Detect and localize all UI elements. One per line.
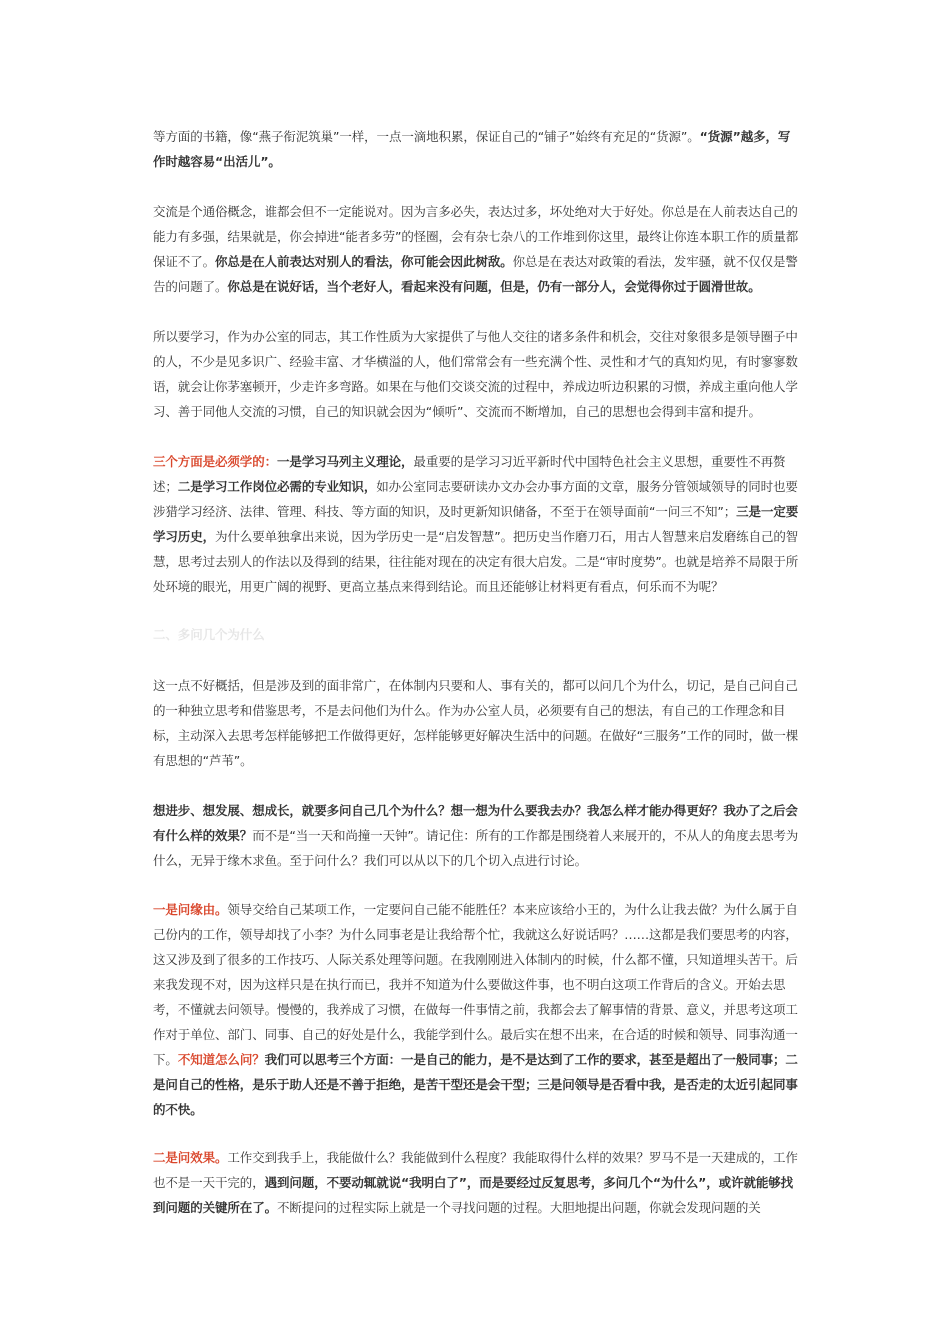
- p8-segment: 二是问效果。: [153, 1150, 228, 1165]
- paragraph-three-aspects: [153, 449, 800, 599]
- p1-segment: 等方面的书籍，像“燕子衔泥筑巢”一样，一点一滴地积累，保证自己的“铺子”始终有充足的“货源”。: [153, 129, 700, 144]
- p7-segment: 不知道怎么问？: [177, 1052, 265, 1067]
- paragraph-ask-effect: [153, 1145, 800, 1220]
- p4-segment: 三个方面是必须学的：: [153, 454, 278, 469]
- p7-segment: 一是问缘由。: [153, 902, 228, 917]
- p2-segment: 你总是在人前表达对别人的看法，你可能会因此树敌。: [215, 254, 513, 269]
- paragraph-ask-why: [153, 673, 800, 773]
- p4-segment: 二是学习工作岗位必需的专业知识，: [177, 479, 377, 494]
- paragraph-accumulate: [153, 124, 800, 174]
- p5-segment: 这一点不好概括，但是涉及到的面非常广，在体制内只要和人、事有关的，都可以问几个为什么，切记，是自己问自己的一种独立思考和借鉴思考，不是去问他们为什么。作为办公室人员，必须要有自己的想法，有自己的工作理念和目标，主动深入去思考怎样能够把工作做得更好，怎样能够更好解决生活中的问题。在做好“三服务”工作的同时，做一棵有思想的“芦苇”。: [153, 678, 799, 768]
- paragraph-progress: [153, 798, 800, 873]
- p4-segment: 三是一定要学习历史，: [153, 504, 799, 544]
- p2-segment: 你总是在说好话，当个老好人，看起来没有问题，但是，仍有一部分人，会觉得你过于圆滑世故。: [227, 279, 761, 294]
- p4-segment: 如办公室同志要研读办文办会办事方面的文章，服务分管领域领导的同时也要涉猎学习经济、法律、管理、科技、等方面的知识，及时更新知识储备，不至于在领导面前“一问三不知”；: [153, 479, 798, 519]
- p7-segment: 领导交给自己某项工作，一定要问自己能不能胜任？本来应该给小王的，为什么让我去做？为什么属于自己份内的工作，领导却找了小李？为什么同事老是让我给帮个忙，我就这么好说话吗？……这都是我们要思考的内容，这又涉及到了很多的工作技巧、人际关系处理等问题。在我刚刚进入体制内的时候，什么都不懂，只知道埋头苦干。后来我发现不对，因为这样只是在执行而已，我并不知道为什么要做这件事，也不明白这项工作背后的含义。开始去思考，不懂就去问领导。慢慢的，我养成了习惯，在做每一件事情之前，我都会去了解事情的背景、意义，并思考这项工作对于单位、部门、同事、自己的好处是什么，我能学到什么。最后实在想不出来，在合适的时候和领导、同事沟通一下。: [153, 902, 798, 1067]
- paragraph-ask-reason: [153, 897, 800, 1122]
- p4-segment: 最重要的是学习习近平新时代中国特色社会主义思想，重要性不再赘述；: [153, 454, 786, 494]
- p8-segment: 遇到问题，不要动辄就说“我明白了”，而是要经过反复思考，多问几个“为什么”，或许就能够找到问题的关键所在了。: [153, 1175, 794, 1215]
- p3-segment: 所以要学习，作为办公室的同志，其工作性质为大家提供了与他人交往的诸多条件和机会，交往对象很多是领导圈子中的人，不少是见多识广、经验丰富、才华横溢的人，他们常常会有一些充满个性、灵性和才气的真知灼见，有时寥寥数语，就会让你茅塞顿开，少走许多弯路。如果在与他们交谈交流的过程中，养成边听边积累的习惯，养成主重向他人学习、善于同他人交流的习惯，自己的知识就会因为“倾听”、交流而不断增加，自己的思想也会得到丰富和提升。: [153, 329, 798, 419]
- heading-segment: 二、多问几个为什么: [153, 627, 265, 642]
- paragraph-communication: [153, 199, 800, 299]
- p4-segment: 一是学习马列主义理论，: [277, 454, 414, 469]
- p6-segment: 而不是“当一天和尚撞一天钟”。请记住：所有的工作都是围绕着人来展开的，不从人的角度去思考为什么，无异于缘木求鱼。至于问什么？我们可以从以下的几个切入点进行讨论。: [153, 828, 799, 868]
- p6-segment: 想进步、想发展、想成长，就要多问自己几个为什么？想一想为什么要我去办？我怎么样才能办得更好？我办了之后会有什么样的效果？: [153, 803, 798, 843]
- paragraph-learning: [153, 324, 800, 424]
- p8-segment: 不断提问的过程实际上就是一个寻找问题的过程。大胆地提出问题，你就会发现问题的关: [277, 1200, 761, 1215]
- p8-segment: 工作交到我手上，我能做什么？我能做到什么程度？我能取得什么样的效果？罗马不是一天建成的，工作也不是一天干完的，: [153, 1150, 798, 1190]
- section-heading: [153, 622, 800, 647]
- p1-segment: “货源”越多，写作时越容易“出活儿”。: [153, 129, 791, 169]
- p4-segment: 为什么要单独拿出来说，因为学历史一是“启发智慧”。把历史当作磨刀石，用古人智慧来启发磨练自己的智慧，思考过去别人的作法以及得到的结果，往往能对现在的决定有很大启发。二是“审时度势”。也就是培养不局限于所处环境的眼光，用更广阔的视野、更高立基点来得到结论。而且还能够让材料更有看点，何乐而不为呢？: [153, 529, 799, 594]
- p2-segment: 你总是在表达对政策的看法，发牢骚，就不仅仅是警告的问题了。: [153, 254, 798, 294]
- p7-segment: 我们可以思考三个方面：一是自己的能力，是不是达到了工作的要求，甚至是超出了一般同事；二是问自己的性格，是乐于助人还是不善于拒绝，是苦干型还是会干型；三是问领导是否看中我，是否走的太近引起同事的不快。: [153, 1052, 798, 1117]
- p2-segment: 交流是个通俗概念，谁都会但不一定能说对。因为言多必失，表达过多，坏处绝对大于好处。你总是在人前表达自己的能力有多强，结果就是，你会掉进“能者多劳”的怪圈，会有杂七杂八的工作堆到你这里，最终让你连本职工作的质量都保证不了。: [153, 204, 799, 269]
